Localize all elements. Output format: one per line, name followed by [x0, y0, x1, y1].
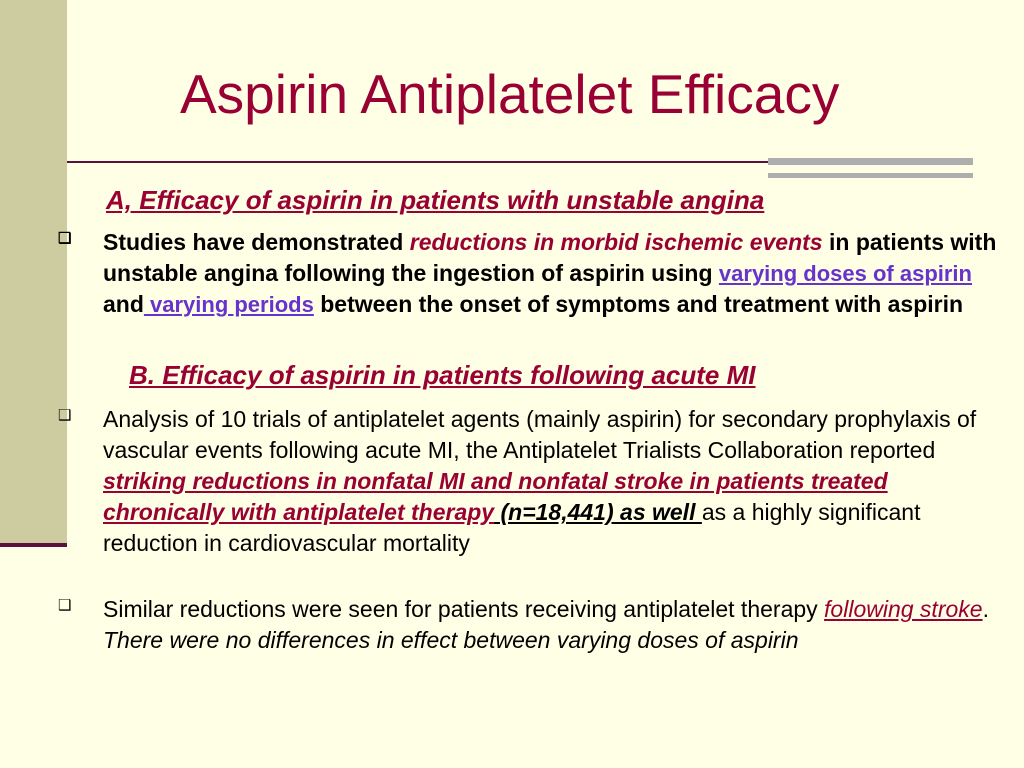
text-run: .	[982, 596, 989, 622]
text-run: Analysis of 10 trials of antiplatelet agents (mainly aspirin) for secondary prophylaxis of vascular events following acute MI, the Antiplatelet Trialists Collaboration reported	[103, 406, 977, 463]
varying-periods-link[interactable]: varying periods	[143, 292, 314, 317]
bullet-stroke	[58, 594, 998, 656]
decorative-gray-bar-top	[768, 158, 973, 165]
bullet-text	[103, 227, 998, 320]
emphasis-text: There were no differences in effect between varying doses of aspirin	[103, 627, 799, 653]
checkbox-bullet-icon: ❑	[58, 597, 72, 614]
text-run: between the onset of symptoms and treatment with aspirin	[313, 291, 964, 317]
decorative-gray-bar-bottom	[768, 173, 973, 178]
checkbox-bullet-icon: ❑	[58, 230, 72, 247]
text-run: Studies have demonstrated	[103, 229, 410, 255]
section-b-heading: B. Efficacy of aspirin in patients following acute MI	[129, 360, 756, 390]
bullet-acute-mi	[58, 404, 998, 559]
emphasis-text: striking reductions in nonfatal MI and nonfatal stroke in patients treated chronically with antiplatelet therapy	[103, 468, 888, 525]
text-run: as a highly significant reduction in cardiovascular mortality	[103, 499, 921, 556]
following-stroke-link[interactable]: following stroke	[824, 596, 983, 622]
emphasis-text: reductions in morbid ischemic events	[409, 229, 823, 255]
bullet-text	[103, 404, 998, 559]
bullet-text	[103, 594, 998, 656]
text-run: Similar reductions were seen for patients receiving antiplatelet therapy	[103, 596, 825, 622]
emphasis-text: (n=18,441) as well	[494, 499, 702, 525]
text-run: in patients with unstable angina following the ingestion of aspirin using	[103, 229, 997, 286]
section-a-heading: A, Efficacy of aspirin in patients with unstable angina	[106, 185, 765, 215]
bullet-unstable-angina	[58, 227, 998, 320]
text-run: and	[103, 291, 144, 317]
left-accent-line	[0, 543, 67, 547]
checkbox-bullet-icon: ❑	[58, 407, 72, 424]
left-accent-bar	[0, 0, 67, 545]
varying-doses-link[interactable]: varying doses of aspirin	[718, 261, 972, 286]
title-divider	[67, 161, 770, 163]
slide-title: Aspirin Antiplatelet Efficacy	[180, 63, 840, 125]
